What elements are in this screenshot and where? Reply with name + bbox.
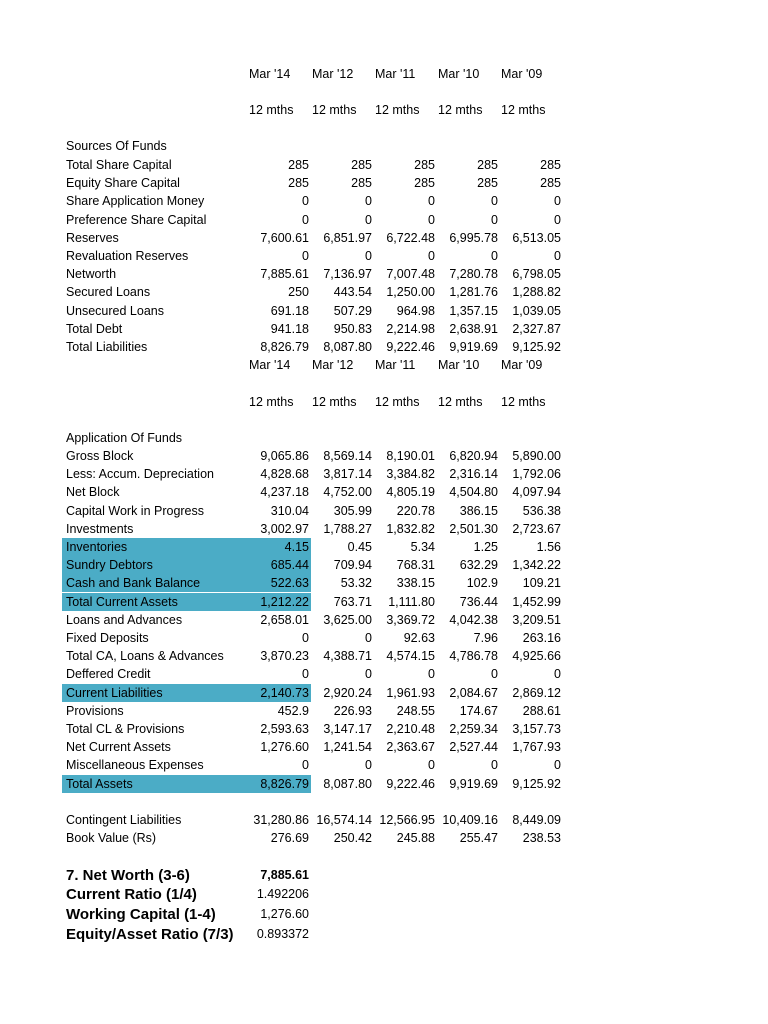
table-row	[62, 811, 568, 829]
cell-value: 6,995.78	[449, 230, 498, 245]
summary-value: 1.492206	[256, 887, 309, 901]
cell-value: 2,214.98	[386, 321, 435, 336]
cell-value: 443.54	[333, 285, 372, 300]
cell-value: 941.18	[270, 321, 309, 336]
cell-value: 0	[554, 212, 561, 227]
cell-value: 0	[428, 194, 435, 209]
row-label: Net Current Assets	[66, 740, 171, 755]
period-header-row	[62, 101, 568, 119]
sources-title-row	[62, 137, 568, 155]
cell-value: 263.16	[522, 631, 561, 645]
row-label: Fixed Deposits	[66, 631, 149, 645]
row-label: Investments	[66, 521, 134, 536]
column-header: 12 mths	[249, 395, 294, 409]
cell-value: 285	[477, 176, 498, 191]
table-row	[62, 556, 568, 574]
row-label: Equity Share Capital	[66, 176, 180, 191]
cell-value: 3,625.00	[323, 612, 372, 627]
cell-value: 2,327.87	[512, 321, 561, 336]
cell-value: 102.9	[466, 576, 498, 591]
cell-value: 4,574.15	[386, 649, 435, 664]
table-row	[62, 720, 568, 738]
cell-value: 250.42	[333, 831, 372, 846]
summary-value: 7,885.61	[260, 868, 309, 882]
row-label: Cash and Bank Balance	[62, 574, 248, 592]
cell-value: 0	[365, 667, 372, 682]
cell-value: 6,722.48	[386, 230, 435, 245]
row-label: Provisions	[66, 703, 124, 718]
table-row	[62, 320, 568, 338]
cell-value: 7,136.97	[323, 267, 372, 282]
row-label: Total Current Assets	[62, 593, 248, 611]
section-title: Sources Of Funds	[66, 139, 167, 153]
table-row	[62, 702, 568, 720]
cell-value: 768.31	[396, 558, 435, 573]
cell-value: 7,885.61	[260, 267, 309, 282]
cell-value: 9,919.69	[449, 776, 498, 791]
column-header: Mar '10	[438, 358, 480, 372]
cell-value: 285	[414, 158, 435, 172]
cell-value: 6,798.05	[512, 267, 561, 282]
cell-value: 8,826.79	[248, 775, 311, 793]
table-row	[62, 211, 568, 229]
table-row	[62, 465, 568, 483]
cell-value: 0	[302, 667, 309, 682]
cell-value: 7,280.78	[449, 267, 498, 282]
row-label: Networth	[66, 267, 117, 282]
cell-value: 174.67	[459, 703, 498, 718]
row-label: Total CA, Loans & Advances	[66, 649, 224, 664]
table-row	[62, 338, 568, 356]
cell-value: 1,212.22	[248, 593, 311, 611]
table-row	[62, 647, 568, 665]
cell-value: 9,919.69	[449, 340, 498, 354]
cell-value: 0	[554, 194, 561, 209]
summary-label: 7. Net Worth (3-6)	[66, 867, 190, 884]
row-label: Less: Accum. Depreciation	[66, 467, 214, 482]
row-label: Preference Share Capital	[66, 212, 207, 227]
section-title: Application Of Funds	[66, 431, 183, 445]
cell-value: 31,280.86	[253, 813, 309, 827]
cell-value: 9,222.46	[386, 340, 435, 354]
table-row	[62, 247, 568, 265]
cell-value: 245.88	[396, 831, 435, 846]
cell-value: 250	[288, 285, 309, 300]
cell-value: 2,527.44	[449, 740, 498, 755]
cell-value: 3,157.73	[512, 722, 561, 736]
cell-value: 4,752.00	[323, 485, 372, 500]
table-row	[62, 283, 568, 301]
cell-value: 736.44	[459, 594, 498, 609]
cell-value: 285	[414, 176, 435, 191]
cell-value: 632.29	[459, 558, 498, 573]
cell-value: 285	[351, 158, 372, 172]
cell-value: 0	[365, 249, 372, 263]
cell-value: 0	[365, 631, 372, 645]
cell-value: 6,513.05	[512, 230, 561, 245]
column-header: Mar '14	[249, 358, 291, 372]
column-header: Mar '11	[375, 358, 416, 372]
cell-value: 285	[540, 158, 561, 172]
cell-value: 0	[491, 194, 498, 209]
cell-value: 2,920.24	[323, 685, 372, 700]
summary-label: Current Ratio (1/4)	[66, 886, 197, 903]
table-row	[62, 665, 568, 683]
cell-value: 0	[365, 194, 372, 209]
cell-value: 1,792.06	[512, 467, 561, 482]
cell-value: 255.47	[459, 831, 498, 846]
table-row	[62, 738, 568, 756]
cell-value: 4,237.18	[260, 485, 309, 500]
cell-value: 6,820.94	[449, 449, 498, 463]
summary-label: Equity/Asset Ratio (7/3)	[66, 926, 234, 943]
column-header: 12 mths	[501, 103, 546, 117]
column-header: 12 mths	[249, 103, 294, 117]
cell-value: 536.38	[522, 503, 561, 518]
cell-value: 4,805.19	[386, 485, 435, 500]
cell-value: 1,357.15	[449, 303, 498, 318]
table-row	[62, 520, 568, 538]
cell-value: 0	[491, 212, 498, 227]
row-label: Contingent Liabilities	[66, 813, 182, 827]
cell-value: 0	[428, 667, 435, 682]
cell-value: 964.98	[396, 303, 435, 318]
cell-value: 1,241.54	[323, 740, 372, 755]
row-label: Total CL & Provisions	[66, 722, 185, 736]
cell-value: 0	[365, 758, 372, 773]
cell-value: 285	[288, 176, 309, 191]
table-row	[62, 483, 568, 501]
cell-value: 4,828.68	[260, 467, 309, 482]
table-row	[62, 174, 568, 192]
column-header: 12 mths	[438, 103, 483, 117]
cell-value: 9,125.92	[512, 340, 561, 354]
cell-value: 8,087.80	[323, 340, 372, 354]
table-row	[62, 447, 568, 465]
table-row	[62, 302, 568, 320]
cell-value: 1,250.00	[386, 285, 435, 300]
cell-value: 2,259.34	[449, 722, 498, 736]
row-label: Net Block	[66, 485, 120, 500]
table-row	[62, 229, 568, 247]
cell-value: 1,276.60	[260, 740, 309, 755]
cell-value: 53.32	[340, 576, 372, 591]
cell-value: 4,388.71	[323, 649, 372, 664]
table-row	[62, 775, 568, 793]
cell-value: 6,851.97	[323, 230, 372, 245]
cell-value: 1,039.05	[512, 303, 561, 318]
column-header: 12 mths	[501, 395, 546, 409]
cell-value: 0.45	[347, 540, 372, 554]
row-label: Gross Block	[66, 449, 134, 463]
table-row	[62, 829, 568, 847]
cell-value: 4,925.66	[512, 649, 561, 664]
table-row	[62, 538, 568, 556]
row-label: Unsecured Loans	[66, 303, 164, 318]
table-row	[62, 192, 568, 210]
column-header: 12 mths	[438, 395, 483, 409]
cell-value: 285	[288, 158, 309, 172]
cell-value: 950.83	[333, 321, 372, 336]
cell-value: 1,342.22	[512, 558, 561, 573]
cell-value: 2,501.30	[449, 521, 498, 536]
cell-value: 709.94	[333, 558, 372, 573]
cell-value: 248.55	[396, 703, 435, 718]
column-header: Mar '09	[501, 67, 543, 81]
cell-value: 0	[491, 667, 498, 682]
cell-value: 2,084.67	[449, 685, 498, 700]
cell-value: 2,363.67	[386, 740, 435, 755]
summary-value: 1,276.60	[260, 907, 309, 921]
cell-value: 0	[302, 212, 309, 227]
column-header: 12 mths	[312, 395, 357, 409]
row-label: Deffered Credit	[66, 667, 151, 682]
row-label: Share Application Money	[66, 194, 205, 209]
cell-value: 285	[477, 158, 498, 172]
row-label: Capital Work in Progress	[66, 503, 205, 518]
cell-value: 8,826.79	[260, 340, 309, 354]
row-label: Total Share Capital	[66, 158, 172, 172]
cell-value: 1,767.93	[512, 740, 561, 755]
row-label: Miscellaneous Expenses	[66, 758, 204, 773]
cell-value: 338.15	[396, 576, 435, 591]
cell-value: 8,449.09	[512, 813, 561, 827]
column-header: 12 mths	[312, 103, 357, 117]
cell-value: 685.44	[248, 556, 311, 574]
cell-value: 4.15	[248, 538, 311, 556]
row-label: Total Assets	[62, 775, 248, 793]
cell-value: 763.71	[333, 594, 372, 609]
column-header: 12 mths	[375, 103, 420, 117]
cell-value: 10,409.16	[442, 813, 498, 827]
year-header-row	[62, 65, 568, 83]
table-row	[62, 502, 568, 520]
cell-value: 2,638.91	[449, 321, 498, 336]
cell-value: 7.96	[473, 631, 498, 645]
cell-value: 310.04	[270, 503, 309, 518]
cell-value: 2,210.48	[386, 722, 435, 736]
column-header: Mar '11	[375, 67, 416, 81]
cell-value: 4,097.94	[512, 485, 561, 500]
cell-value: 386.15	[459, 503, 498, 518]
cell-value: 238.53	[522, 831, 561, 846]
cell-value: 3,817.14	[323, 467, 372, 482]
table-row	[62, 593, 568, 611]
cell-value: 9,125.92	[512, 776, 561, 791]
row-label: Loans and Advances	[66, 612, 183, 627]
cell-value: 2,869.12	[512, 685, 561, 700]
summary-value: 0.893372	[256, 927, 309, 941]
cell-value: 0	[428, 758, 435, 773]
cell-value: 109.21	[522, 576, 561, 591]
cell-value: 1,832.82	[386, 521, 435, 536]
row-label: Inventories	[62, 538, 248, 556]
cell-value: 0	[302, 249, 309, 263]
cell-value: 0	[302, 631, 309, 645]
cell-value: 9,222.46	[386, 776, 435, 791]
row-label: Book Value (Rs)	[66, 831, 157, 846]
cell-value: 0	[491, 758, 498, 773]
cell-value: 2,316.14	[449, 467, 498, 482]
cell-value: 691.18	[270, 303, 309, 318]
cell-value: 5,890.00	[512, 449, 561, 463]
year-header-row-2	[62, 356, 568, 374]
table-row	[62, 684, 568, 702]
column-header: Mar '10	[438, 67, 480, 81]
cell-value: 0	[365, 212, 372, 227]
cell-value: 1.56	[536, 540, 561, 554]
cell-value: 226.93	[333, 703, 372, 718]
cell-value: 0	[554, 249, 561, 263]
cell-value: 3,369.72	[386, 612, 435, 627]
row-label: Sundry Debtors	[62, 556, 248, 574]
cell-value: 0	[554, 758, 561, 773]
row-label: Revaluation Reserves	[66, 249, 189, 263]
cell-value: 1,788.27	[323, 521, 372, 536]
cell-value: 4,504.80	[449, 485, 498, 500]
cell-value: 2,140.73	[248, 684, 311, 702]
cell-value: 288.61	[522, 703, 561, 718]
cell-value: 2,723.67	[512, 521, 561, 536]
cell-value: 3,002.97	[260, 521, 309, 536]
cell-value: 9,065.86	[260, 449, 309, 463]
cell-value: 3,384.82	[386, 467, 435, 482]
cell-value: 285	[540, 176, 561, 191]
cell-value: 8,569.14	[323, 449, 372, 463]
summary-label: Working Capital (1-4)	[66, 906, 216, 923]
cell-value: 1,961.93	[386, 685, 435, 700]
cell-value: 2,658.01	[260, 612, 309, 627]
cell-value: 0	[302, 758, 309, 773]
table-row	[62, 756, 568, 774]
cell-value: 1,111.80	[388, 594, 435, 609]
cell-value: 3,870.23	[260, 649, 309, 664]
cell-value: 285	[351, 176, 372, 191]
cell-value: 0	[428, 249, 435, 263]
cell-value: 276.69	[270, 831, 309, 846]
cell-value: 1.25	[473, 540, 498, 554]
cell-value: 4,042.38	[449, 612, 498, 627]
cell-value: 305.99	[333, 503, 372, 518]
cell-value: 8,190.01	[386, 449, 435, 463]
table-row	[62, 629, 568, 647]
table-row	[62, 611, 568, 629]
column-header: Mar '12	[312, 67, 354, 81]
table-row	[62, 574, 568, 592]
cell-value: 3,209.51	[512, 612, 561, 627]
table-row	[62, 156, 568, 174]
cell-value: 220.78	[396, 503, 435, 518]
cell-value: 0	[302, 194, 309, 209]
row-label: Total Liabilities	[66, 340, 148, 354]
cell-value: 507.29	[333, 303, 372, 318]
row-label: Reserves	[66, 230, 119, 245]
column-header: Mar '14	[249, 67, 291, 81]
cell-value: 0	[554, 667, 561, 682]
column-header: Mar '09	[501, 358, 543, 372]
cell-value: 2,593.63	[260, 722, 309, 736]
cell-value: 4,786.78	[449, 649, 498, 664]
cell-value: 452.9	[277, 703, 309, 718]
cell-value: 522.63	[248, 574, 311, 592]
cell-value: 92.63	[403, 631, 435, 645]
table-row	[62, 265, 568, 283]
column-header: 12 mths	[375, 395, 420, 409]
cell-value: 1,281.76	[449, 285, 498, 300]
cell-value: 0	[491, 249, 498, 263]
cell-value: 5.34	[410, 540, 435, 554]
cell-value: 1,452.99	[512, 594, 561, 609]
cell-value: 8,087.80	[323, 776, 372, 791]
cell-value: 1,288.82	[512, 285, 561, 300]
row-label: Current Liabilities	[62, 684, 248, 702]
cell-value: 12,566.95	[379, 813, 435, 827]
application-title-row	[62, 429, 568, 447]
cell-value: 7,600.61	[260, 230, 309, 245]
cell-value: 16,574.14	[316, 813, 372, 827]
cell-value: 0	[428, 212, 435, 227]
period-header-row-2	[62, 393, 568, 411]
cell-value: 7,007.48	[386, 267, 435, 282]
row-label: Total Debt	[66, 321, 123, 336]
column-header: Mar '12	[312, 358, 354, 372]
cell-value: 3,147.17	[323, 722, 372, 736]
row-label: Secured Loans	[66, 285, 151, 300]
